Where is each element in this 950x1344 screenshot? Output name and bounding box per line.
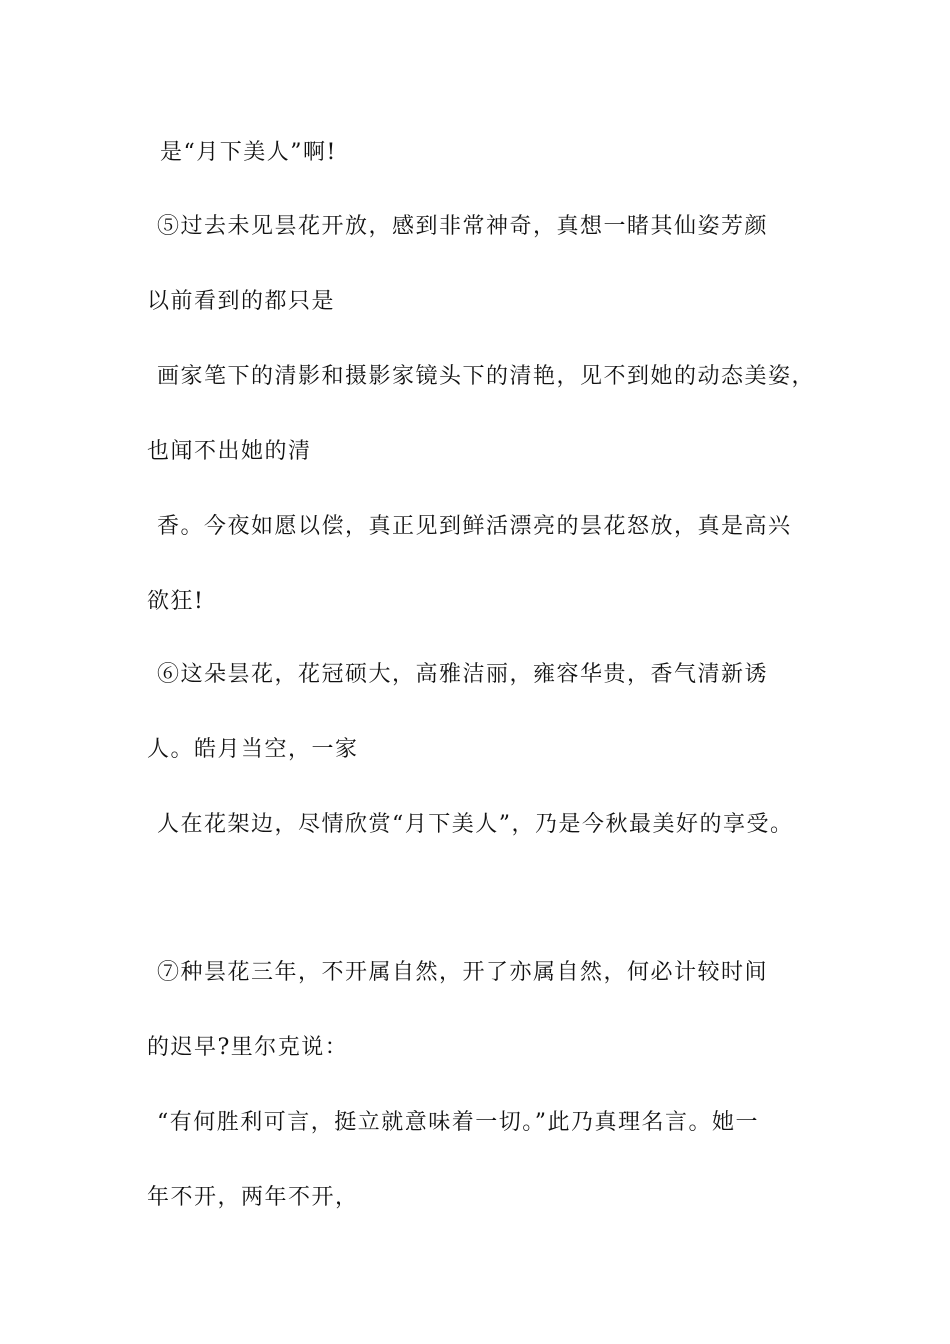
text-line: 欲狂! [147,589,205,614]
text-line: 的迟早?里尔克说： [147,1035,349,1060]
text-line: 人在花架边，尽情欣赏“月下美人”，乃是今秋最美好的享受。 [157,812,794,837]
text-line: ⑥这朵昙花，花冠硕大，高雅洁丽，雍容华贵，香气清新诱 [157,662,769,687]
text-line: 香。今夜如愿以偿，真正见到鲜活漂亮的昙花怒放，真是高兴 [157,514,792,539]
text-line: 画家笔下的清影和摄影家镜头下的清艳，见不到她的动态美姿， [157,364,816,389]
text-line: 是“月下美人”啊! [160,140,337,165]
text-line: ⑦种昙花三年，不开属自然，开了亦属自然，何必计较时间 [157,960,769,985]
text-line: 也闻不出她的清 [147,439,312,464]
text-line: 年不开，两年不开， [147,1185,359,1210]
text-line: ⑤过去未见昙花开放，感到非常神奇，真想一睹其仙姿芳颜 [157,214,769,239]
text-line: 人。皓月当空，一家 [147,737,359,762]
text-line: 以前看到的都只是 [147,289,336,314]
text-line: “有何胜利可言，挺立就意味着一切。”此乃真理名言。她一 [157,1110,759,1135]
